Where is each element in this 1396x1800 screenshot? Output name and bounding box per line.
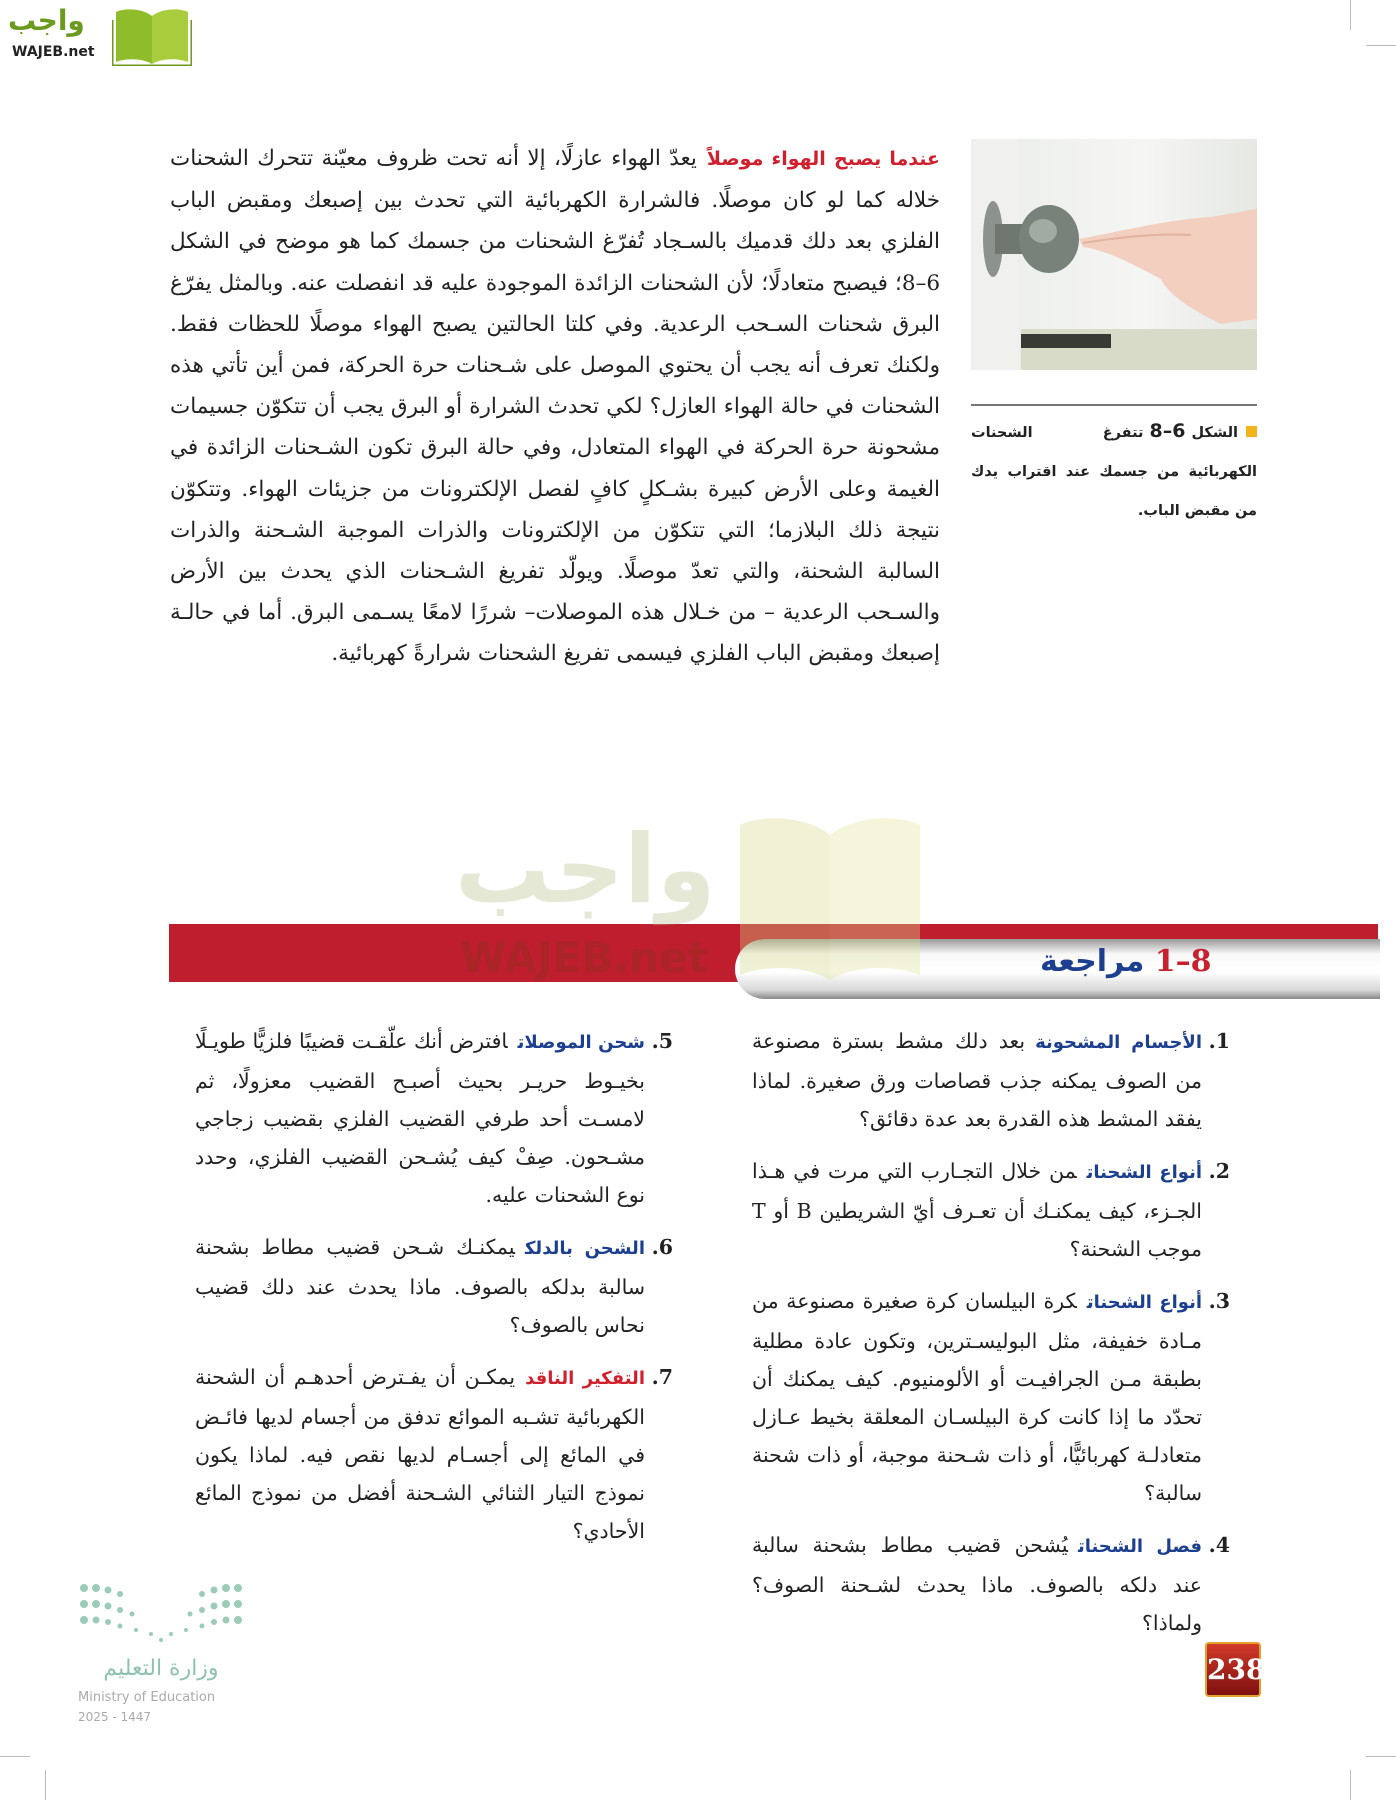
caption-square-icon	[1246, 426, 1257, 437]
question-number: 7.	[651, 1365, 673, 1389]
caption-divider	[971, 404, 1257, 406]
ministry-logo	[76, 1580, 256, 1730]
question-text: من خلال التجـارب التي مرت في هـذا الجـزء، كيف يمكنـك أن تعـرف أيّ الشريطين B أو T موجب الشحنة؟	[752, 1159, 1202, 1261]
question-heading: الشحن بالدلك	[524, 1238, 645, 1259]
question-text: كرة البيلسان كرة صغيرة مصنوعة من مـادة خفيفة، مثل البوليسـترين، وتكون عادة مطلية بطبقة مـن الجرافيـت أو الألومنيوم. كيف يمكنك أن تحدّد ما إذا كانت كرة البيلسـان المعلقة بخيط عـازل متعادلـة كهربائيًّا، أو ذات شـحنة موجبة، أو ذات شحنة سالبة؟	[752, 1289, 1202, 1505]
section-heading: عندما يصبح الهواء موصلاً	[706, 148, 940, 170]
question-item	[752, 1526, 1230, 1642]
question-item	[752, 1022, 1230, 1138]
logo-latin: WAJEB.net	[12, 44, 95, 60]
crop-mark	[45, 1770, 46, 1800]
crop-mark	[1350, 0, 1351, 30]
ministry-year: 2025 - 1447	[78, 1710, 152, 1724]
question-heading: أنواع الشحنات	[1086, 1162, 1202, 1183]
question-item	[752, 1282, 1230, 1512]
question-heading: التفكير الناقد	[525, 1368, 645, 1389]
question-item	[195, 1228, 673, 1344]
ministry-english: Ministry of Education	[78, 1690, 216, 1705]
question-number: 3.	[1208, 1289, 1230, 1313]
watermark-latin: WAJEB.net	[460, 933, 708, 982]
question-number: 4.	[1208, 1533, 1230, 1557]
question-number: 1.	[1208, 1029, 1230, 1053]
question-number: 6.	[651, 1235, 673, 1259]
figure-caption-text: تتفرغ الشحنات الكهربائية من جسمك عند اقتراب يدك من مقبض الباب.	[971, 425, 1257, 519]
crop-mark	[1350, 1770, 1351, 1800]
question-number: 5.	[651, 1029, 673, 1053]
question-item	[752, 1152, 1230, 1268]
section-text: يعدّ الهواء عازلًا، إلا أنه تحت ظروف معيّنة تتحرك الشحنات خلاله كما لو كان موصلًا. فالشرارة الكهربائية التي تحدث بين إصبعك ومقبض الباب الفلزي بعد دلك قدميك بالسـجاد تُفرّغ الشحنات من جسمك كما هو موضح في الشكل 6–8؛ فيصبح متعادلًا؛ لأن الشحنات الزائدة الموجودة عليه قد انفصلت عنه. وبالمثل يفرّغ البرق شحنات السـحب الرعدية. وفي كلتا الحالتين يصبح الهواء موصلًا للحظات فقط. ولكنك تعرف أنه يجب أن يحتوي الموصل على شـحنات حرة الحركة، فمن أين تأتي هذه الشحنات في حالة الهواء العازل؟ لكي تحدث الشرارة أو البرق يجب أن تتكوّن جسيمات مشحونة حرة الحركة في الهواء المتعادل، وفي حالة البرق تكون الشـحنات الزائدة في الغيمة وعلى الأرض كبيرة بشـكلٍ كافٍ لفصل الإلكترونات من جزيئات الهواء. وتتكوّن نتيجة ذلك البلازما؛ التي تتكوّن من الإلكترونات والذرات الموجبة الشـحنة والذرات السالبة الشحنة، والتي تعدّ موصلًا. ويولّد تفريغ الشـحنات الذي يحدث بين الأرض والسـحب الرعدية – من خـلال هذه الموصلات– شررًا لامعًا يسـمى البرق. أما في حالـة إصبعك ومقبض الباب الفلزي فيسمى تفريغ الشحنات شرارةً كهربائية.	[170, 146, 940, 667]
question-heading: الأجسام المشحونة	[1035, 1032, 1202, 1053]
book-icon	[112, 8, 192, 66]
section-body	[170, 138, 940, 675]
wajeb-logo[interactable]	[8, 4, 193, 70]
door-knob-photo	[971, 139, 1257, 370]
page-number: 238	[1205, 1642, 1261, 1697]
review-number: 8–1	[1154, 944, 1212, 979]
review-title-text: مراجعة	[1040, 944, 1145, 979]
question-text: يُشحن قضيب مطاط بشحنة سالبة عند دلكه بالصوف. ماذا يحدث لشـحنة الصوف؟ ولماذا؟	[752, 1533, 1202, 1635]
watermark-arabic: واجب	[455, 815, 716, 925]
question-text: يمكـن أن يفـترض أحدهـم أن الشحنة الكهربائية تشـبه الموائع تدفق من أجسام لديها فائـض في المائع إلى أجسـام لديها نقص فيه. لماذا يكون نموذج التيار الثنائي الشـحنة أفضل من نموذج المائع الأحادي؟	[195, 1365, 645, 1543]
review-title	[1040, 944, 1240, 979]
crop-mark	[1366, 1756, 1396, 1757]
question-text: بعد دلك مشط بسترة مصنوعة من الصوف يمكنه جذب قصاصات ورق صغيرة. لماذا يفقد المشط هذه القدرة بعد عدة دقائق؟	[752, 1029, 1202, 1131]
question-number: 2.	[1208, 1159, 1230, 1183]
crop-mark	[0, 1756, 30, 1757]
question-heading: فصل الشحنات	[1077, 1536, 1202, 1557]
question-heading: شحن الموصلات	[517, 1032, 645, 1053]
figure-number: 6–8	[1149, 420, 1186, 442]
logo-arabic: واجب	[8, 4, 85, 37]
question-text: افترض أنك علّقـت قضيبًا فلزيًّا طويـلًا بخيـوط حريـر بحيث أصبـح القضيب معزولًا، ثم لامسـت أحد طرفي القضيب الفلزي بقضيب زجاجي مشـحون. صِفْ كيف يُشـحن القضيب الفلزي، وحدد نوع الشحنات عليه.	[195, 1029, 645, 1207]
review-questions-right	[752, 1022, 1230, 1656]
review-questions-left	[195, 1022, 673, 1564]
ministry-dots-icon	[76, 1580, 246, 1650]
ministry-arabic: وزارة التعليم	[103, 1656, 219, 1681]
question-item	[195, 1358, 673, 1550]
figure-label: الشكل	[1191, 425, 1238, 441]
question-item	[195, 1022, 673, 1214]
figure-caption	[971, 412, 1257, 531]
crop-mark	[1366, 45, 1396, 46]
question-text: يمكنـك شـحن قضيب مطاط بشحنة سالبة بدلكه بالصوف. ماذا يحدث عند دلك قضيب نحاس بالصوف؟	[195, 1235, 645, 1337]
question-heading: أنواع الشحنات	[1086, 1292, 1202, 1313]
